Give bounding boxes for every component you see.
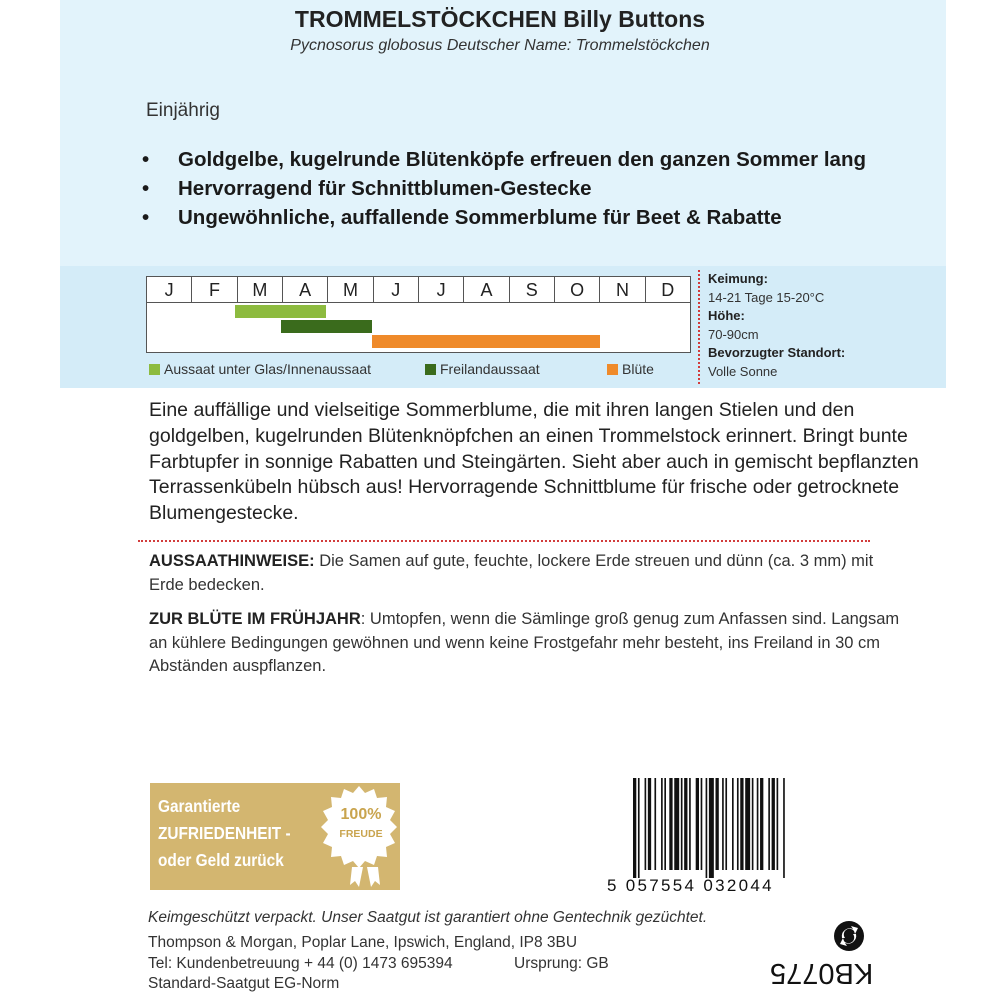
barcode-bar — [722, 778, 724, 870]
outdoor-sowing-bar — [281, 320, 372, 333]
barcode-bar — [674, 778, 679, 870]
barcode-bar — [696, 778, 699, 870]
spring-instructions-text: : Umtopfen, wenn die Sämlinge groß genug zum Anfassen sind. Langsam an kühlere Bedingungen gewöhnen und wenn keine Frostgefahr mehr besteht, ins Freiland in 30 cm Abständen auspflanzen. — [149, 610, 900, 675]
month-dec: D — [661, 280, 675, 300]
month-may: M — [328, 277, 373, 302]
legend-swatch — [607, 364, 618, 375]
bloom-bar — [372, 335, 600, 348]
sowing-instructions-text: Die Samen auf gute, feuchte, lockere Erde streuen und dünn (ca. 3 mm) mit Erde bedecken. — [149, 552, 874, 594]
guarantee-line: oder Geld zurück — [158, 850, 284, 870]
barcode-bar — [752, 778, 754, 870]
section-divider — [138, 540, 870, 542]
barcode-bar — [638, 778, 640, 878]
month-aug: A — [464, 277, 509, 302]
barcode-bar — [706, 778, 708, 878]
barcode-bar — [740, 778, 743, 870]
feature-item: • Hervorragend für Schnittblumen-Gestecke — [142, 175, 902, 203]
barcode-bar — [745, 778, 750, 870]
recycle-icon — [833, 920, 865, 952]
sowing-calendar — [146, 276, 691, 353]
barcode-bar — [777, 778, 779, 870]
guarantee-line: Garantierte — [158, 796, 241, 816]
month-jul: J — [419, 277, 464, 302]
legend-swatch — [425, 364, 436, 375]
legend-outdoor-sowing — [425, 361, 540, 377]
country-origin: Ursprung: GB — [514, 955, 609, 972]
month-mar: M — [238, 277, 283, 302]
barcode-bar — [768, 778, 770, 870]
height-value: 70-90cm — [708, 326, 759, 342]
barcode-bar — [760, 778, 763, 870]
sowing-instructions — [149, 550, 909, 597]
guarantee-line: ZUFRIEDENHEIT - — [158, 823, 291, 843]
growing-info — [698, 270, 845, 384]
legend-label: Aussaat unter Glas/Innenaussaat — [164, 361, 372, 377]
ribbon-icon — [350, 867, 380, 887]
barcode-bar — [709, 778, 714, 878]
barcode-bar — [701, 778, 703, 870]
feature-item: • Ungewöhnliche, auffallende Sommerblume für Beet & Rabatte — [142, 204, 902, 232]
barcode-bar — [783, 778, 785, 878]
satisfaction-guarantee — [150, 783, 400, 890]
seal-word: FREUDE — [339, 828, 383, 840]
lifecycle-label: Einjährig — [146, 100, 220, 121]
barcode-bar — [664, 778, 666, 870]
botanical-name: Pycnosorus globosus Deutscher Name: Trommelstöckchen — [290, 37, 710, 54]
barcode-bar — [669, 778, 672, 870]
barcode-bar — [689, 778, 691, 870]
product-description: Eine auffällige und vielseitige Sommerblume, die mit ihren langen Stielen und den goldgelben, kugelrunden Blütenknöpfchen an einen Trommelstock erinnert. Bringt bunte Farbtupfer in sonnige Rabatten und Steingärten. Sieht aber auch in gemischt bepflanzten Terrassenkübeln hübsch aus! Hervorragende Schnittblume für frische oder getrocknete Blumengestecke. — [149, 399, 919, 525]
barcode-bar — [732, 778, 734, 870]
height-label: Höhe: — [708, 308, 745, 323]
barcode-bar — [757, 778, 759, 870]
spring-instructions-label: ZUR BLÜTE IM FRÜHJAHR — [149, 610, 361, 628]
seed-standard: Standard-Saatgut EG-Norm — [148, 975, 340, 992]
barcode-digits: 5 057554 032044 — [607, 876, 774, 895]
customer-phone: Tel: Kundenbetreuung + 44 (0) 1473 695394 — [148, 955, 453, 972]
barcode-bar — [654, 778, 656, 870]
location-value: Volle Sonne — [708, 363, 778, 379]
barcode-bar — [645, 778, 647, 870]
barcode-bar — [772, 778, 775, 870]
month-nov: N — [600, 277, 645, 302]
location-label: Bevorzugter Standort: — [708, 345, 846, 360]
barcode-bar — [684, 778, 687, 870]
barcode-icon — [633, 778, 833, 878]
germination-value: 14-21 Tage 15-20°C — [708, 289, 825, 305]
barcode-bar — [648, 778, 651, 870]
barcode-bar — [725, 778, 727, 870]
month-sep: S — [510, 277, 555, 302]
feature-list — [142, 146, 902, 233]
legend-label: Freilandaussaat — [440, 361, 540, 377]
barcode-bar — [681, 778, 683, 870]
company-address: Thompson & Morgan, Poplar Lane, Ipswich, England, IP8 3BU — [148, 934, 578, 951]
product-title: TROMMELSTÖCKCHEN Billy Buttons — [294, 6, 706, 32]
spring-instructions — [149, 608, 909, 679]
month-jan: J — [147, 277, 192, 302]
month-jun: J — [374, 277, 419, 302]
product-code: KB0775 — [770, 957, 874, 989]
month-apr: A — [283, 277, 328, 302]
indoor-sowing-bar — [235, 305, 326, 318]
legend-bloom — [607, 361, 654, 377]
legend-indoor-sowing — [149, 361, 371, 377]
barcode-bar — [716, 778, 719, 870]
month-row — [147, 277, 690, 303]
barcode-bar — [661, 778, 663, 870]
sowing-instructions-label: AUSSAATHINWEISE: — [149, 552, 315, 570]
legend-label: Blüte — [622, 361, 654, 377]
packaging-note: Keimgeschützt verpackt. Unser Saatgut ist garantiert ohne Gentechnik gezüchtet. — [148, 909, 708, 926]
germination-label: Keimung: — [708, 271, 768, 286]
barcode-bar — [633, 778, 636, 878]
guarantee-text — [158, 793, 291, 874]
month-oct: O — [555, 277, 600, 302]
seal-percent: 100% — [340, 806, 382, 823]
feature-item: • Goldgelbe, kugelrunde Blütenköpfe erfreuen den ganzen Sommer lang — [142, 146, 902, 174]
seal-badge-icon — [318, 785, 400, 867]
month-feb: F — [192, 277, 237, 302]
legend-swatch — [149, 364, 160, 375]
barcode-bar — [737, 778, 739, 870]
